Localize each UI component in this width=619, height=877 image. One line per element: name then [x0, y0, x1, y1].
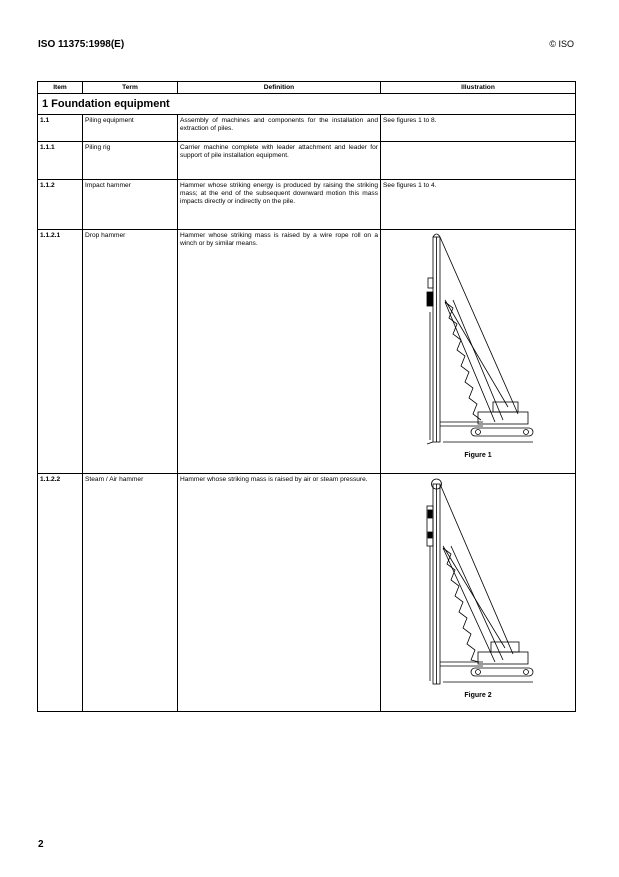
steam-air-hammer-rig-illustration [383, 476, 573, 691]
definition: Carrier machine complete with leader attachment and leader for support of pile installation equipment. [178, 142, 381, 180]
copyright-notice: © ISO [549, 39, 574, 49]
illustration-text [381, 142, 576, 180]
term: Impact hammer [83, 180, 178, 230]
table-row [38, 474, 576, 712]
term: Steam / Air hammer [83, 474, 178, 712]
table-row [38, 180, 576, 230]
item-number: 1.1.2.2 [38, 474, 83, 712]
column-header-definition: Definition [178, 82, 381, 94]
section-row [38, 94, 576, 115]
section-title: 1 Foundation equipment [38, 94, 576, 115]
table-row [38, 142, 576, 180]
table-row [38, 115, 576, 142]
term: Piling rig [83, 142, 178, 180]
definition: Assembly of machines and components for the installation and extraction of piles. [178, 115, 381, 142]
term: Drop hammer [83, 230, 178, 474]
drop-hammer-rig-illustration [383, 232, 573, 452]
illustration-figure-2 [381, 474, 576, 712]
illustration-figure-1 [381, 230, 576, 474]
term: Piling equipment [83, 115, 178, 142]
column-header-term: Term [83, 82, 178, 94]
illustration-text: See figures 1 to 4. [381, 180, 576, 230]
definition: Hammer whose striking energy is produced by raising the striking mass; at the end of the subsequent downward motion this mass impacts directly or indirectly on the pile. [178, 180, 381, 230]
document-id: ISO 11375:1998(E) [38, 39, 125, 50]
table-row [38, 230, 576, 474]
page-number: 2 [38, 839, 44, 850]
item-number: 1.1.1 [38, 142, 83, 180]
figure-caption: Figure 1 [464, 452, 492, 459]
terms-table [37, 81, 576, 712]
item-number: 1.1 [38, 115, 83, 142]
definition: Hammer whose striking mass is raised by air or steam pressure. [178, 474, 381, 712]
item-number: 1.1.2 [38, 180, 83, 230]
illustration-text: See figures 1 to 8. [381, 115, 576, 142]
table-header-row [38, 82, 576, 94]
figure-caption: Figure 2 [464, 692, 492, 699]
definition: Hammer whose striking mass is raised by a wire rope roll on a winch or by similar means. [178, 230, 381, 474]
column-header-illustration: Illustration [381, 82, 576, 94]
item-number: 1.1.2.1 [38, 230, 83, 474]
column-header-item: Item [38, 82, 83, 94]
